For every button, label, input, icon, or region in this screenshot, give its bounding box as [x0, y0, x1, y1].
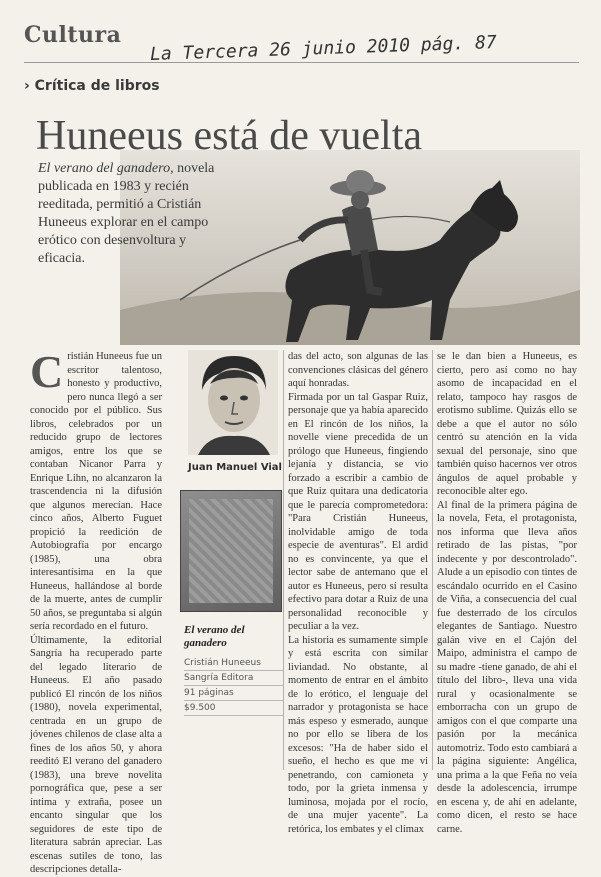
book-price: $9.500	[184, 701, 284, 716]
deck-italic: El verano del ganadero,	[38, 161, 174, 176]
column-divider	[432, 350, 433, 770]
deck-text: novela publicada en 1983 y recién reeditada, permitió a Cristián Huneeus explorar en el campo erótico con desenvoltura y eficacia.	[38, 161, 215, 266]
book-publisher: Sangría Editora	[184, 671, 284, 686]
book-author: Cristián Huneeus	[184, 656, 284, 671]
section-title: Cultura	[24, 22, 122, 48]
column-divider	[283, 350, 284, 770]
paragraph: das del acto, son algunas de las convenciones clásicas del género aquí honradas.	[288, 351, 428, 389]
paragraph: ristián Huneeus fue un escritor talentoso, honesto y productivo, pero nunca llegó a ser conocido por el público. Sus libros, celebrados por un reducido grupo de lectores amigos, entre los que se contaban Nicanor Parra y Enrique Lihn, no alcanzaron la trascendencia ni la difusión que algunos merecían. Hace cinco años, Alberto Fuguet propició la reedición de Autobiografía por encargo (1985), una obra interesantísima en la que Huneeus, hallándose al borde de la muerte, antes de cumplir 50 años, se preguntaba si algún sería recordado en el futuro.	[30, 351, 163, 632]
headline: Huneeus está de vuelta	[36, 113, 423, 159]
article-column-3	[288, 350, 428, 836]
author-portrait	[188, 350, 278, 455]
book-title: El verano del ganadero	[184, 624, 245, 649]
paragraph: Últimamente, la editorial Sangría ha recuperado parte del legado literario de Huneeus. El año pasado publicó El rincón de los niños (1980), novela experimental, centrada en un grupo de jóvenes chilenos de clase alta a fines de los años 50, y ahora reeditó El verano del ganadero (1983), una breve novelita pornográfica que, pese a ser íntima y extraña, posee un encanto singular que los seguidores de este tipo de literatura sabrán apreciar. Las escenas sutiles de tono, las descripciones detalla-	[30, 634, 162, 875]
book-cover	[180, 490, 282, 612]
article-column-4	[437, 350, 577, 836]
book-factbox	[184, 624, 284, 716]
dropcap: C	[30, 346, 64, 397]
paragraph: se le dan bien a Huneeus, es cierto, pero así como no hay asomo de incapacidad en el relato, tampoco hay rasgos de erotismo sublime. Quizás ello se debe a que el autor no sólo centró su atención en la vida sexual del personaje, sino que también quiso hacernos ver otros ángulos de aquel probable y reconocible alter ego.	[437, 351, 577, 497]
deck	[38, 160, 218, 268]
paragraph: La historia es sumamente simple y está escrita con similar liviandad. No obstante, al momento de entrar en el ámbito de lo erótico, el lenguaje del narrador y protagonista se hace más espeso y esmerado, aunque no por ello se libera de los excesos: "Ha de haber sido el sueño, el hecho es que me vi penetrando, con camioneta y todo, por la grieta inmensa y luminosa, mojada por el rocío, de una mujer yacente". La retórica, los embates y el clímax	[288, 634, 428, 835]
book-pages: 91 páginas	[184, 686, 284, 701]
top-rule	[24, 62, 579, 63]
article-column-1	[30, 346, 163, 877]
paragraph: Al final de la primera página de la novela, Feta, el protagonista, nos informa que lleva años retirado de las pistas, "por indecente y por descontrolado". Alude a un episodio con tintes de escándalo ocurrido en el Casino de Viña, a consecuencia del cual fue desterrado de los círculos elegantes de Santiago. Nuestro galán vive en el Cajón del Maipo, administra el campo de su madre -tiene ganado, de ahí el título del libro-, lleva una vida rural y ocasionalmente se emborracha con un grupo de amigos con el que comparte una pasión por la mecánica automotriz. Todo esto cambiará a la página siguiente: Angélica, una prima a la que Feña no veía desde la adolescencia, irrumpe en escena y, de ahí en adelante, como dicen, el resto se hace carne.	[437, 499, 577, 835]
paragraph: Firmada por un tal Gaspar Ruiz, personaje que ya había aparecido en El rincón de los niños, la novelle viene precedida de un prólogo que Huneeus, fingiendo lejanía y distancia, se vio forzado a escribir a cambio de que Ruiz quitara una dedicatoria que le parecía comprometedora: "Para Cristián Huneeus, inolvidable amigo de toda especie de aventuras". El ardid no es convincente, ya que el lector sabe de antemano que el autor es Huneeus, pero sí resulta efectivo para dotar a Ruiz de una personalidad reconocible y peculiar a la vez.	[288, 391, 428, 632]
handwritten-note: La Tercera 26 junio 2010 pág. 87	[149, 31, 498, 66]
kicker: › Crítica de libros	[24, 78, 160, 94]
author-name: Juan Manuel Vial	[188, 462, 282, 473]
